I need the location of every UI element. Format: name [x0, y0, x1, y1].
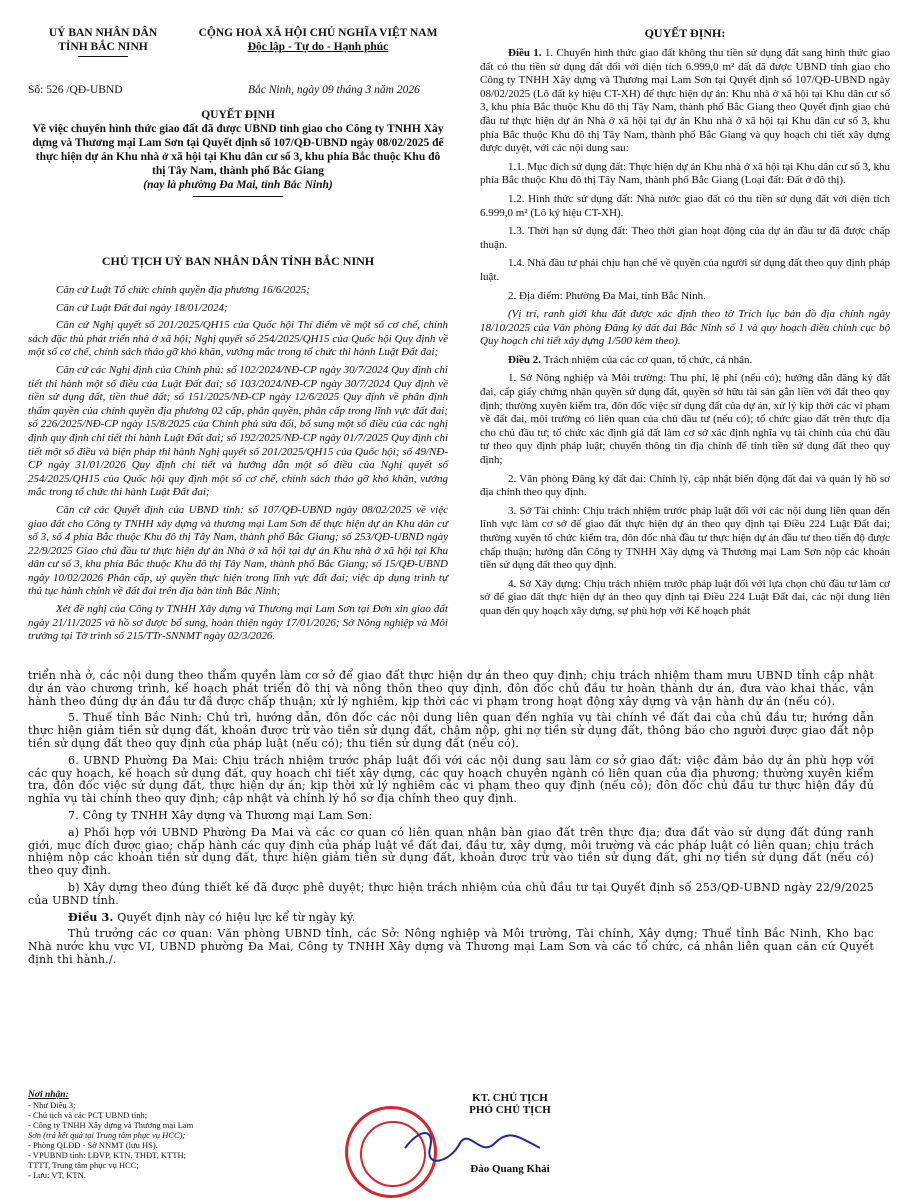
national-motto — [193, 26, 443, 54]
decision-heading: QUYẾT ĐỊNH: — [644, 26, 726, 40]
authority-title: CHỦ TỊCH UỶ BAN NHÂN DÂN TỈNH BẮC NINH — [101, 254, 375, 268]
basis-item: Căn cứ Luật Đất đai ngày 18/01/2024; — [56, 301, 228, 314]
article-2-item: 2. Văn phòng Đăng ký đất đai: Chỉnh lý, cập nhật biến động đất đai và quản lý hồ sơ địa chính theo quy định. — [480, 472, 890, 499]
continuation-paragraph: 7. Công ty TNHH Xây dựng và Thương mại Lam Sơn: — [68, 808, 373, 822]
issuing-agency — [28, 26, 178, 57]
recipient-line: - Chủ tịch và các PCT UBND tỉnh; — [28, 1110, 148, 1120]
recipient-line: - VPUBND tỉnh: LĐVP, KTN, THĐT, KTTH; — [28, 1150, 186, 1160]
recipient-line: - Như Điều 3; — [28, 1100, 76, 1110]
document-number: Số: 526 /QĐ-UBND — [28, 84, 123, 96]
document-date: Bắc Ninh, ngày 09 tháng 3 năm 2026 — [248, 84, 420, 96]
article-2-item: 1. Sở Nông nghiệp và Môi trường: Thu phí, lệ phí (nếu có); hướng dẫn đăng ký đất đai, cấp giấy chứng nhận quyền sử dụng đất, quyền sở hữu tài sản gắn liền với đất theo quy định; thường xuyên kiểm tra, đôn đốc việc sử dụng đất của dự án, xử lý kịp thời các vi phạm về đất đai, môi trường có liên quan của chủ đầu tư (nếu có); tổ chức giao đất trên thực địa cho chủ đầu tư; tổ chức xác định giá đất làm cơ sở xác định nghĩa vụ tài chính của chủ đầu tư theo quy định pháp luật; chuyển thông tin địa chính để tính tiền sử dụng đất theo quy định; — [480, 372, 890, 467]
decision-body — [480, 47, 890, 619]
article-1-text: 1. Chuyển hình thức giao đất không thu tiền sử dụng đất sang hình thức giao đất có thu tiền sử dụng đất đối với diện tích 6.999,0 m² đất đã được UBND tỉnh giao cho Công ty TNHH Xây dựng và Thương mại Lam Sơn tại Quyết định số 107/QĐ-UBND ngày 08/02/2025 (Lô đất ký hiệu CT-XH) để thực hiện dự án: Khu nhà ở xã hội tại Khu dân cư số 3, khu phía Bắc thuộc Khu đô thị Tây Nam, thành phố Bắc Giang theo Quyết định giao chủ đầu tư thực hiện dự án Nhà ở xã hội tại dự án Khu nhà ở xã hội tại Khu dân cư số 3, khu phía Bắc thuộc Khu đô thị Tây Nam, thành phố Bắc Giang và quy hoạch chi tiết xây dựng được duyệt, với các nội dung sau: — [480, 47, 891, 155]
continuation-paragraph: b) Xây dựng theo đúng thiết kế đã được phê duyệt; thực hiện trách nhiệm của chủ đầu tư tại Quyết định số 253/QĐ-UBND ngày 22/9/2025 của UBND tỉnh. — [28, 880, 874, 907]
recipients-block — [28, 1090, 368, 1180]
continuation-text — [28, 670, 874, 971]
article-3-text: Quyết định này có hiệu lực kể từ ngày ký. — [117, 910, 356, 924]
article-1-item: 1.1. Mục đích sử dụng đất: Thực hiện dự án Khu nhà ở xã hội tại Khu dân cư số 3, khu phía Bắc thuộc Khu đô thị Tây Nam, thành phố Bắc Giang (Loại đất: Đất ở đô thị). — [480, 160, 891, 187]
signature-line-1: KT. CHỦ TỊCH — [472, 1092, 548, 1104]
recipient-line: - Công ty TNHH Xây dựng và Thương mại Lam — [28, 1120, 194, 1130]
article-1-item: 1.3. Thời hạn sử dụng đất: Theo thời gian hoạt động của dự án đầu tư đã được chấp thuận. — [480, 225, 890, 251]
basis-item: Xét đề nghị của Công ty TNHH Xây dựng và Thương mại Lam Sơn tại Đơn xin giao đất ngày 21/11/2025 và hồ sơ được bổ sung, hoàn thiện ngày 17/01/2026; Sở Nông nghiệp và Môi trường tại Tờ trình số 215/TTr-SNNMT ngày 02/3/2026. — [28, 603, 448, 643]
article-2-label: Điều 2. — [508, 353, 541, 366]
title-subject-note: (nay là phường Đa Mai, tỉnh Bắc Ninh) — [143, 179, 333, 191]
basis-item: Căn cứ Luật Tổ chức chính quyền địa phương 16/6/2025; — [56, 284, 310, 296]
title-underline — [193, 196, 283, 197]
location-note: (Vị trí, ranh giới khu đất được xác định theo tờ Trích lục bản đồ địa chính ngày 18/10/2025 của Văn phòng Đăng ký đất đai Bắc Ninh số 1 và quy hoạch điều chỉnh cục bộ Quy hoạch chi tiết xây dựng 1/500 kèm theo). — [480, 308, 890, 348]
continuation-paragraph: triển nhà ở, các nội dung theo thẩm quyền làm cơ sở để giao đất thực hiện dự án theo quy định; chịu trách nhiệm tham mưu UBND tỉnh cập nhật dự án vào chương trình, kế hoạch phát triển đô thị và nông thôn theo quy định, đôn đốc chủ đầu tư hoàn thành dự án, đưa vào khai thác, vận hành theo đúng dự án đầu tư đã được chấp thuận; xử lý nghiêm, kịp thời các vi phạm trong hoạt động xây dựng và vận hành dự án (nếu có). — [28, 669, 874, 708]
article-1-item: 2. Địa điểm: Phường Đa Mai, tỉnh Bắc Ninh. — [508, 289, 706, 302]
recipients-title: Nơi nhận: — [28, 1090, 69, 1100]
agency-line-2: TỈNH BẮC NINH — [58, 41, 148, 53]
article-1-item: 1.4. Nhà đầu tư phải chịu hạn chế về quyền của người sử dụng đất theo quy định pháp luật. — [480, 257, 890, 283]
continuation-paragraph: 5. Thuế tỉnh Bắc Ninh: Chủ trì, hướng dẫn, đôn đốc các nội dung liên quan đến nghĩa vụ tài chính về đất đai của chủ đầu tư; hướng dẫn thực hiện giảm tiền sử dụng đất, khoản được trừ vào tiền sử dụng đất, chậm nộp, ghi nợ tiền sử dụng đất, thông báo cho người được giao đất nộp tiền sử dụng đất theo quy định của pháp luật (nếu có); thu tiền sử dụng đất (nếu có). — [28, 711, 874, 750]
signature-line-2: PHÓ CHỦ TỊCH — [469, 1104, 551, 1116]
nation-line-1: CỘNG HOÀ XÃ HỘI CHỦ NGHĨA VIỆT NAM — [198, 27, 438, 39]
recipient-line: - Lưu: VT, KTN. — [28, 1170, 86, 1180]
article-2 — [480, 354, 890, 368]
right-column — [480, 26, 890, 624]
article-1-item: 1.2. Hình thức sử dụng đất: Nhà nước giao đất có thu tiền sử dụng đất với diện tích 6.999,0 m² (Lô ký hiệu CT-XH). — [480, 192, 890, 219]
document-title — [28, 108, 448, 197]
article-2-item: 3. Sở Tài chính: Chịu trách nhiệm trước pháp luật đối với các nội dung liên quan đến lĩnh vực làm cơ sở để giao đất thực hiện dự án theo quy định tại Điều 224 Luật Đất đai; thường xuyên tổ chức kiểm tra, đôn đốc nhà đầu tư thực hiện dự án đầu tư theo tiến độ được chấp thuận; hướng dẫn Công ty TNHH Xây dựng và Thương mại Lam Sơn nộp các khoản tiền sử dụng đất theo quy định. — [480, 504, 890, 572]
title-heading: QUYẾT ĐỊNH — [201, 109, 275, 121]
basis-item: Căn cứ các Nghị định của Chính phủ: số 102/2024/NĐ-CP ngày 30/7/2024 Quy định chi tiết thi hành một số điều của Luật Đất đai; số 103/2024/NĐ-CP ngày 30/7/2024 Quy định về tiền sử dụng đất, tiền thuê đất; số 151/2025/NĐ-CP ngày 12/6/2025 Quy định về phân định thẩm quyền của chính quyền địa phương 02 cấp, phân quyền, phân cấp trong lĩnh vực đất đai; số 226/2025/NĐ-CP ngày 15/8/2025 của Chính phủ sửa đổi, bổ sung một số điều của các nghị định quy định chi tiết thi hành Luật Đất đai; số 192/2025/NĐ-CP ngày 01/7/2025 Quy định chi tiết một số điều và biện pháp thi hành Nghị quyết số 201/2025/QH15 của Quốc hội; số 49/NĐ-CP ngày 31/01/2026 Quy định chi tiết và hướng dẫn một số điều của Nghị quyết số 254/2025/QH15 của Quốc hội quy định một số cơ chế, chính sách tháo gỡ khó khăn, vướng mắc trong tổ chức thi hành Luật Đất đai; — [28, 363, 448, 499]
article-3 — [28, 912, 874, 925]
article-1-label: Điều 1. — [508, 47, 542, 59]
basis-item: Căn cứ Nghị quyết số 201/2025/QH15 của Quốc hội Thí điểm về một số cơ chế, chính sách đặc thù phát triển nhà ở xã hội; Nghị quyết số 254/2025/QH15 của Quốc hội Quy định về một số cơ chế, chính sách tháo gỡ khó khăn, vướng mắc trong tổ chức thi hành Luật Đất đai; — [28, 319, 448, 359]
recipient-line: TTTT, Trung tâm phục vụ HCC; — [28, 1160, 139, 1170]
title-subject: Về việc chuyển hình thức giao đất đã được UBND tỉnh giao cho Công ty TNHH Xây dựng và Thương mại Lam Sơn tại Quyết định số 107/QĐ-UBND ngày 08/02/2025 để thực hiện dự án Khu nhà ở xã hội tại Khu dân cư số 3, khu phía Bắc thuộc Khu đô thị Tây Nam, thành phố Bắc Giang — [32, 123, 444, 177]
left-column — [28, 26, 448, 666]
continuation-paragraph: 6. UBND Phường Đa Mai: Chịu trách nhiệm trước pháp luật đối với các nội dung sau làm cơ sở giao đất: việc đảm bảo dự án phù hợp với các quy hoạch, kế hoạch sử dụng đất, quy hoạch chi tiết xây dựng, các quy hoạch chuyên ngành có liên quan của địa phương; thường xuyên kiểm tra, đôn đốc việc sử dụng đất, thực hiện dự án; kịp thời xử lý nghiêm các vi phạm theo quy định (nếu có); đôn đốc chủ đầu tư thực hiện đầy đủ nghĩa vụ tài chính theo quy định; cập nhật và chỉnh lý hồ sơ địa chính theo quy định. — [28, 753, 874, 806]
recipient-line: - Phòng QLĐĐ - Sở NNMT (lưu HS). — [28, 1140, 158, 1150]
article-1 — [480, 47, 890, 156]
agency-line-1: UỶ BAN NHÂN DÂN — [48, 27, 158, 39]
signer-name: Đào Quang Khải — [470, 1163, 550, 1175]
article-3-label: Điều 3. — [68, 910, 114, 924]
legal-basis — [28, 284, 448, 648]
continuation-paragraph: a) Phối hợp với UBND Phường Đa Mai và các cơ quan có liên quan nhận bàn giao đất trên thực địa; đưa đất vào sử dụng đất đúng ranh giới, mục đích được giao; chấp hành các quy định của pháp luật về đất đai, đầu tư, xây dựng, môi trường và các pháp luật có liên quan; chịu trách nhiệm nộp các khoản tiền sử dụng đất, thực hiện giảm tiền sử dụng đất, khoản được trừ vào tiền sử dụng đất, ghi nợ tiền sử dụng đất (nếu có) theo quy định. — [28, 825, 874, 878]
handwritten-signature — [400, 1118, 550, 1168]
nation-line-2: Độc lập - Tự do - Hạnh phúc — [247, 41, 389, 53]
agency-underline — [78, 56, 128, 57]
basis-item: Căn cứ các Quyết định của UBND tỉnh: số 107/QĐ-UBND ngày 08/02/2025 về việc giao đất cho Công ty TNHH xây dựng và thương mại Lam Sơn để thực hiện dự án Khu dân cư số 3, số 4 phía Bắc thuộc Khu đô thị Tây Nam, thành phố Bắc Giang; số 253/QĐ-UBND ngày 22/9/2025 Giao chủ đầu tư thực hiện dự án Nhà ở xã hội tại dự án Khu nhà ở xã hội tại Khu dân cư số 3, khu phía Bắc thuộc Khu đô thị Tây Nam, thành phố Bắc Giang; số 15/QĐ-UBND ngày 10/02/2026 Phân cấp, uỷ quyền thực hiện trong lĩnh vực đất đai; việc áp dụng trình tự thủ tục hành chính về đất đai trên địa bàn tỉnh Bắc Ninh; — [28, 503, 448, 598]
article-3-execution: Thủ trưởng các cơ quan: Văn phòng UBND tỉnh, các Sở: Nông nghiệp và Môi trường, Tài chính, Xây dựng; Thuế tỉnh Bắc Ninh, Kho bạc Nhà nước khu vực VI, UBND phường Đa Mai, Công ty TNHH Xây dựng và Thương mại Lam Sơn và các tổ chức, cá nhân liên quan căn cứ Quyết định thi hành./. — [28, 927, 874, 966]
article-2-text: Trách nhiệm của các cơ quan, tổ chức, cá nhân. — [543, 353, 753, 366]
recipient-line: Sơn (trả kết quả tại Trung tâm phục vụ HCC); — [28, 1130, 186, 1140]
article-2-item: 4. Sở Xây dựng: Chịu trách nhiệm trước pháp luật đối với lựa chọn chủ đầu tư làm cơ sở để giao đất thực hiện dự án theo quy định tại Điều 224 Luật Đất đai, các nội dung liên quan đến quy hoạch xây dựng, sự phù hợp với Kế hoạch phát — [480, 577, 890, 617]
